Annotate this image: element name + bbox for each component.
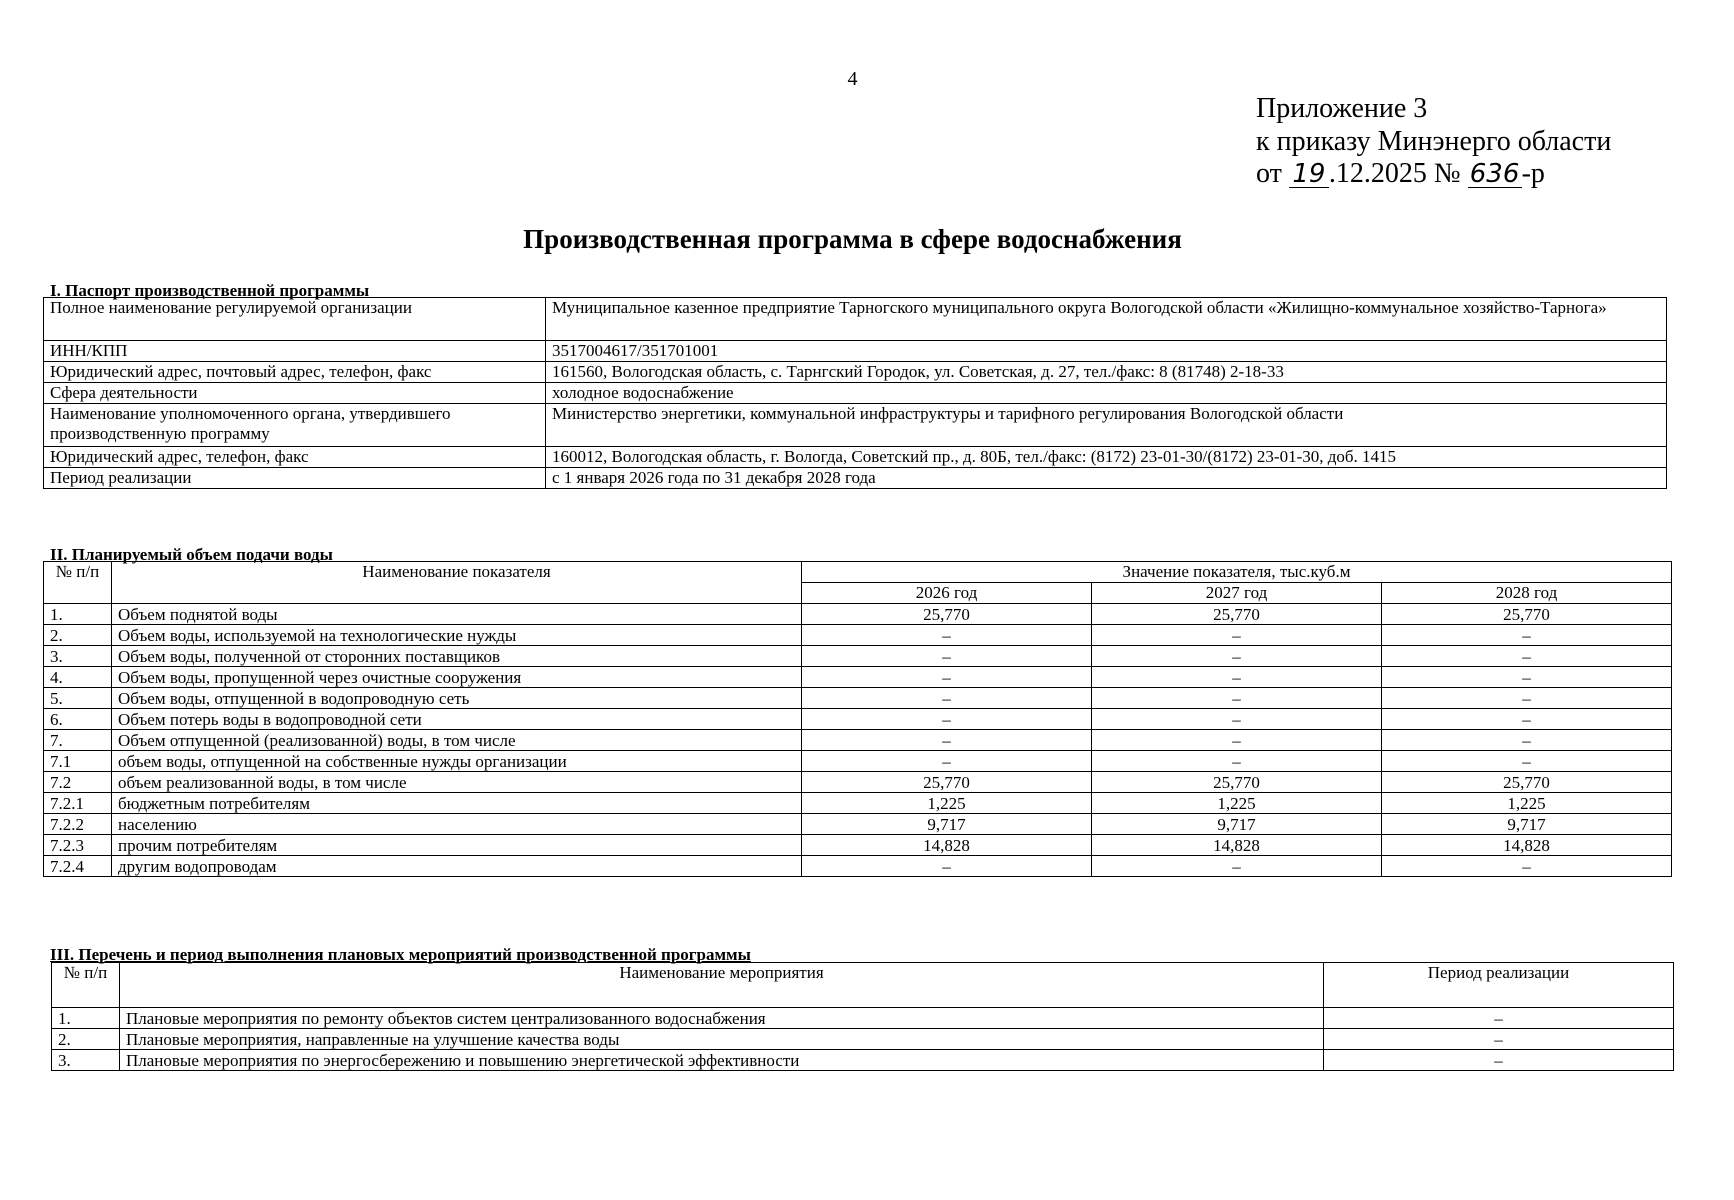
row-number: 2. [52, 1029, 120, 1050]
event-period: – [1324, 1029, 1674, 1050]
events-heading: III. Перечень и период выполнения плановых мероприятий производственной программы [50, 945, 751, 964]
volume-row [44, 856, 1672, 877]
volume-row [44, 667, 1672, 688]
passport-row [44, 341, 1667, 362]
passport-value: Министерство энергетики, коммунальной инфраструктуры и тарифного регулирования Вологодской области [546, 404, 1667, 447]
indicator-value: – [1092, 751, 1382, 772]
indicator-name: бюджетным потребителям [112, 793, 802, 814]
indicator-name: Объем воды, используемой на технологические нужды [112, 625, 802, 646]
volume-row [44, 709, 1672, 730]
indicator-name: населению [112, 814, 802, 835]
passport-value: холодное водоснабжение [546, 383, 1667, 404]
passport-row [44, 298, 1667, 341]
volume-row [44, 646, 1672, 667]
indicator-value: 14,828 [1382, 835, 1672, 856]
year-header: 2026 год [802, 583, 1092, 604]
volume-row [44, 814, 1672, 835]
indicator-value: – [802, 646, 1092, 667]
passport-value: 161560, Вологодская область, с. Тарнгский Городок, ул. Советская, д. 27, тел./факс: 8 (81748) 2-18-33 [546, 362, 1667, 383]
indicator-value: 25,770 [802, 772, 1092, 793]
passport-label: ИНН/КПП [44, 341, 546, 362]
event-row [52, 1029, 1674, 1050]
volume-table [43, 561, 1672, 877]
row-number: 7.2.4 [44, 856, 112, 877]
passport-row [44, 383, 1667, 404]
col-no-header: № п/п [44, 562, 112, 604]
volume-row [44, 730, 1672, 751]
indicator-value: 25,770 [1092, 772, 1382, 793]
events-header-row [52, 963, 1674, 1008]
indicator-value: 9,717 [1382, 814, 1672, 835]
indicator-value: – [1092, 730, 1382, 751]
handwritten-order-number: 636 [1468, 161, 1522, 188]
volume-row [44, 688, 1672, 709]
passport-value: с 1 января 2026 года по 31 декабря 2028 года [546, 468, 1667, 489]
indicator-value: 14,828 [1092, 835, 1382, 856]
indicator-value: – [1092, 688, 1382, 709]
year-header: 2027 год [1092, 583, 1382, 604]
appendix-line-3 [1256, 158, 1545, 190]
row-number: 7.2.2 [44, 814, 112, 835]
indicator-value: – [1382, 709, 1672, 730]
indicator-value: 25,770 [1382, 604, 1672, 625]
event-name: Плановые мероприятия, направленные на улучшение качества воды [120, 1029, 1324, 1050]
appendix-line-1: Приложение 3 [1256, 93, 1428, 124]
indicator-name: Объем воды, полученной от сторонних поставщиков [112, 646, 802, 667]
row-number: 7.1 [44, 751, 112, 772]
indicator-value: – [1382, 751, 1672, 772]
indicator-value: 25,770 [802, 604, 1092, 625]
volume-header-row [44, 562, 1672, 583]
row-number: 2. [44, 625, 112, 646]
passport-row [44, 468, 1667, 489]
indicator-value: – [802, 751, 1092, 772]
event-period: – [1324, 1008, 1674, 1029]
row-number: 7.2 [44, 772, 112, 793]
row-number: 1. [52, 1008, 120, 1029]
indicator-value: 1,225 [1382, 793, 1672, 814]
indicator-value: 25,770 [1382, 772, 1672, 793]
indicator-value: – [802, 688, 1092, 709]
event-row [52, 1050, 1674, 1071]
indicator-value: – [802, 625, 1092, 646]
year-header: 2028 год [1382, 583, 1672, 604]
indicator-value: 9,717 [1092, 814, 1382, 835]
handwritten-day: 19 [1289, 161, 1329, 188]
passport-label: Период реализации [44, 468, 546, 489]
date-prefix: от [1256, 158, 1282, 189]
volume-row [44, 793, 1672, 814]
indicator-name: Объем отпущенной (реализованной) воды, в том числе [112, 730, 802, 751]
indicator-value: 1,225 [802, 793, 1092, 814]
indicator-value: 25,770 [1092, 604, 1382, 625]
passport-row [44, 404, 1667, 447]
indicator-name: Объем потерь воды в водопроводной сети [112, 709, 802, 730]
row-number: 3. [44, 646, 112, 667]
passport-label: Юридический адрес, телефон, факс [44, 447, 546, 468]
indicator-value: – [1382, 730, 1672, 751]
col-name-header: Наименование мероприятия [120, 963, 1324, 1008]
volume-row [44, 751, 1672, 772]
row-number: 6. [44, 709, 112, 730]
indicator-name: объем реализованной воды, в том числе [112, 772, 802, 793]
indicator-value: – [1382, 667, 1672, 688]
indicator-name: объем воды, отпущенной на собственные нужды организации [112, 751, 802, 772]
event-period: – [1324, 1050, 1674, 1071]
indicator-value: – [1092, 856, 1382, 877]
indicator-value: – [1382, 625, 1672, 646]
indicator-value: – [1382, 688, 1672, 709]
volume-row [44, 835, 1672, 856]
page-number: 4 [847, 68, 858, 90]
passport-value: 3517004617/351701001 [546, 341, 1667, 362]
indicator-value: – [1092, 646, 1382, 667]
event-name: Плановые мероприятия по энергосбережению и повышению энергетической эффективности [120, 1050, 1324, 1071]
indicator-value: – [1382, 646, 1672, 667]
date-rest: .12.2025 № [1328, 158, 1461, 189]
indicator-name: Объем поднятой воды [112, 604, 802, 625]
passport-label: Полное наименование регулируемой организации [44, 298, 546, 341]
event-row [52, 1008, 1674, 1029]
indicator-value: 14,828 [802, 835, 1092, 856]
col-name-header: Наименование показателя [112, 562, 802, 604]
passport-label: Сфера деятельности [44, 383, 546, 404]
passport-value: Муниципальное казенное предприятие Тарногского муниципального округа Вологодской области «Жилищно-коммунальное хозяйство-Тарнога» [546, 298, 1667, 341]
indicator-name: другим водопроводам [112, 856, 802, 877]
volume-row [44, 604, 1672, 625]
indicator-value: – [802, 856, 1092, 877]
indicator-value: – [1092, 625, 1382, 646]
col-value-header: Значение показателя, тыс.куб.м [802, 562, 1672, 583]
row-number: 5. [44, 688, 112, 709]
indicator-value: 1,225 [1092, 793, 1382, 814]
row-number: 7.2.1 [44, 793, 112, 814]
passport-label: Юридический адрес, почтовый адрес, телефон, факс [44, 362, 546, 383]
order-suffix: -р [1521, 158, 1545, 189]
indicator-value: – [1092, 709, 1382, 730]
indicator-name: прочим потребителям [112, 835, 802, 856]
indicator-value: – [802, 667, 1092, 688]
col-no-header: № п/п [52, 963, 120, 1008]
passport-row [44, 447, 1667, 468]
volume-row [44, 772, 1672, 793]
passport-value: 160012, Вологодская область, г. Вологда, Советский пр., д. 80Б, тел./факс: (8172) 23-01-30/(8172) 23-01-30, доб. 1415 [546, 447, 1667, 468]
row-number: 1. [44, 604, 112, 625]
indicator-name: Объем воды, пропущенной через очистные сооружения [112, 667, 802, 688]
passport-label: Наименование уполномоченного органа, утвердившего производственную программу [44, 404, 546, 447]
indicator-value: – [802, 709, 1092, 730]
volume-row [44, 625, 1672, 646]
passport-heading: I. Паспорт производственной программы [50, 281, 370, 300]
row-number: 3. [52, 1050, 120, 1071]
event-name: Плановые мероприятия по ремонту объектов систем централизованного водоснабжения [120, 1008, 1324, 1029]
row-number: 7.2.3 [44, 835, 112, 856]
indicator-value: – [1092, 667, 1382, 688]
appendix-line-2: к приказу Минэнерго области [1256, 126, 1612, 157]
indicator-value: 9,717 [802, 814, 1092, 835]
indicator-value: – [802, 730, 1092, 751]
events-table [51, 962, 1674, 1071]
indicator-value: – [1382, 856, 1672, 877]
col-period-header: Период реализации [1324, 963, 1674, 1008]
document-title: Производственная программа в сфере водоснабжения [523, 224, 1182, 254]
row-number: 7. [44, 730, 112, 751]
indicator-name: Объем воды, отпущенной в водопроводную сеть [112, 688, 802, 709]
row-number: 4. [44, 667, 112, 688]
passport-table [43, 297, 1667, 489]
volume-heading: II. Планируемый объем подачи воды [50, 545, 333, 564]
passport-row [44, 362, 1667, 383]
